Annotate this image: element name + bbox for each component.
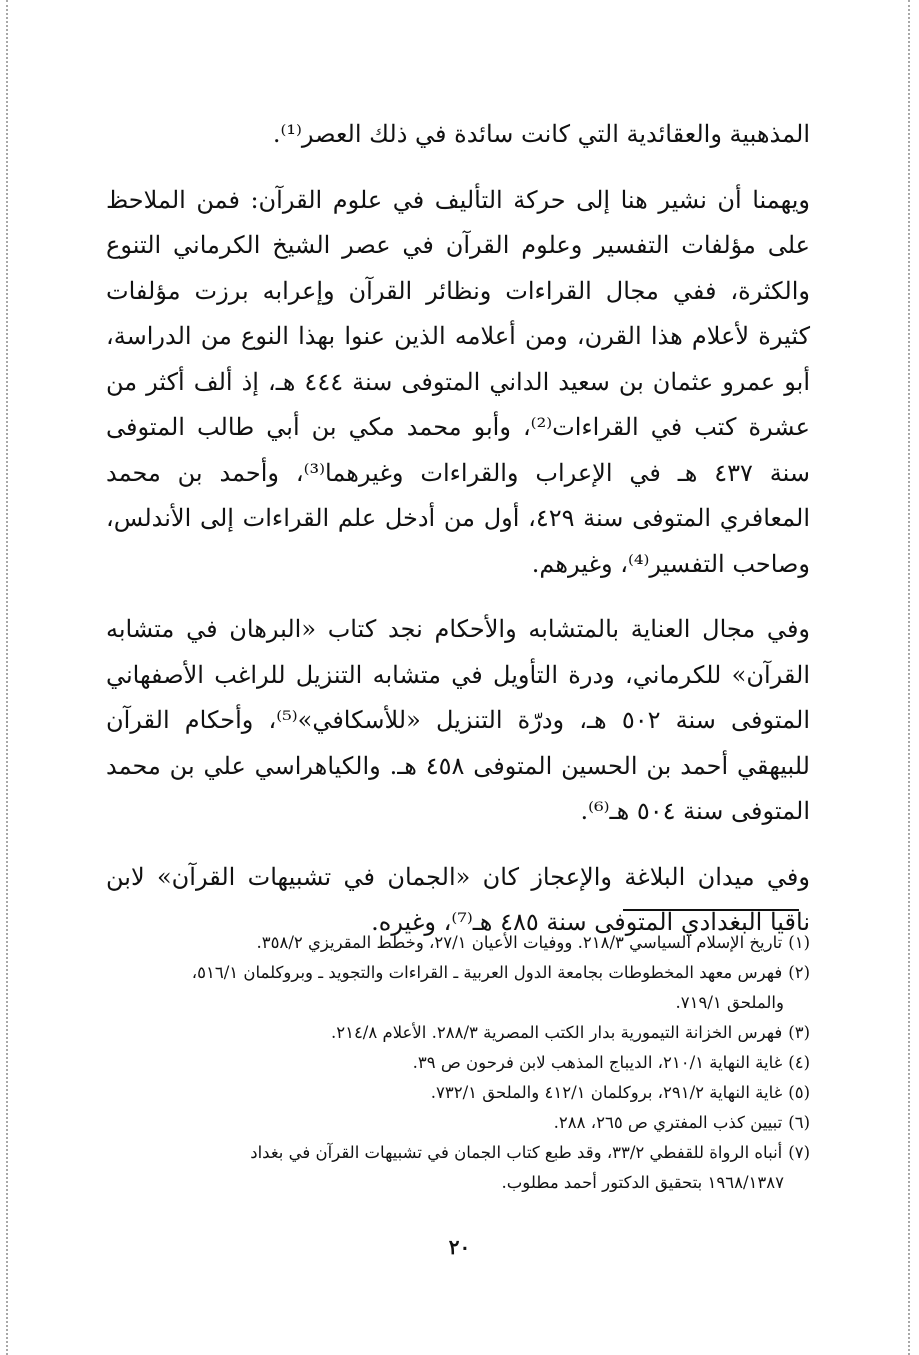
footnote-number: (٣) bbox=[788, 1023, 810, 1042]
page-number: ٢٠ bbox=[448, 1235, 471, 1259]
footnote-1 bbox=[110, 928, 810, 958]
footnote-separator bbox=[623, 909, 799, 911]
footnote-text: غاية النهاية ٢١٠/١، الديباج المذهب لابن فرحون ص ٣٩. bbox=[412, 1053, 783, 1072]
paragraph-gap bbox=[106, 587, 810, 607]
footnote-7 bbox=[110, 1138, 810, 1168]
paragraph-gap bbox=[106, 158, 810, 178]
footnote-6 bbox=[110, 1108, 810, 1138]
paragraph-3: وفي مجال العناية بالمتشابه والأحكام نجد كتاب «البرهان في متشابه القرآن» للكرماني، ودرة التأويل في متشابه التنزيل للراغب الأصفهاني المتوفى سنة ٥٠٢ هـ، ودرّة التنزيل «للأسكافي»⁽⁵⁾، وأحكام القرآن للبيهقي أحمد بن الحسين المتوفى ٤٥٨ هـ. والكياهراسي علي بن محمد المتوفى سنة ٥٠٤ هـ⁽⁶⁾. bbox=[106, 615, 811, 825]
footnote-7-continuation: ١٩٦٨/١٣٨٧ بتحقيق الدكتور أحمد مطلوب. bbox=[501, 1173, 784, 1192]
footnote-number: (٦) bbox=[788, 1113, 810, 1132]
footnote-number: (١) bbox=[788, 933, 810, 952]
footnote-number: (٧) bbox=[788, 1143, 810, 1162]
footnote-text: تبيين كذب المفتري ص ٢٦٥، ٢٨٨. bbox=[553, 1113, 783, 1132]
paragraph-gap bbox=[106, 835, 810, 855]
paragraph-4: وفي ميدان البلاغة والإعجاز كان «الجمان في تشبيهات القرآن» لابن ناقيا البغدادي المتوفى سنة ٤٨٥ هـ⁽⁷⁾، وغيره. bbox=[106, 862, 810, 936]
footnote-2-continuation: والملحق ٧١٩/١. bbox=[675, 993, 784, 1012]
footnote-text: فهرس معهد المخطوطات بجامعة الدول العربية ـ القراءات والتجويد ـ وبروكلمان ٥١٦/١، bbox=[191, 963, 783, 982]
footnote-2 bbox=[110, 958, 810, 988]
paragraph-1: المذهبية والعقائدية التي كانت سائدة في ذلك العصر⁽¹⁾. bbox=[272, 120, 810, 148]
footnote-5 bbox=[110, 1078, 810, 1108]
main-text bbox=[106, 112, 810, 946]
footnotes bbox=[110, 928, 810, 1198]
footnote-number: (٢) bbox=[788, 963, 810, 982]
paragraph-2: ويهمنا أن نشير هنا إلى حركة التأليف في علوم القرآن: فمن الملاحظ على مؤلفات التفسير وعلوم القرآن في عصر الشيخ الكرماني التنوع والكثرة، ففي مجال القراءات ونظائر القرآن وإعرابه برزت مؤلفات كثيرة لأعلام هذا القرن، ومن أعلامه الذين عنوا بهذا النوع من الدراسة، أبو عمرو عثمان بن سعيد الداني المتوفى سنة ٤٤٤ هـ، إذ ألف أكثر من عشرة كتب في القراءات⁽²⁾، وأبو محمد مكي بن أبي طالب المتوفى سنة ٤٣٧ هـ في الإعراب والقراءات وغيرهما⁽³⁾، وأحمد بن محمد المعافري المتوفى سنة ٤٢٩، أول من أدخل علم القراءات إلى الأندلس، وصاحب التفسير⁽⁴⁾، وغيرهم. bbox=[106, 185, 810, 578]
footnote-text: فهرس الخزانة التيمورية بدار الكتب المصرية ٢٨٨/٣. الأعلام ٢١٤/٨. bbox=[330, 1023, 783, 1042]
footnote-number: (٤) bbox=[788, 1053, 810, 1072]
right-margin-dotted-line bbox=[908, 0, 910, 1355]
footnote-number: (٥) bbox=[788, 1083, 810, 1102]
left-margin-dotted-line bbox=[6, 0, 8, 1355]
footnote-text: غاية النهاية ٢٩١/٢، بروكلمان ٤١٢/١ والملحق ٧٣٢/١. bbox=[430, 1083, 783, 1102]
footnote-4 bbox=[110, 1048, 810, 1078]
footnote-text: أنباه الرواة للقفطي ٣٣/٢، وقد طبع كتاب الجمان في تشبيهات القرآن في بغداد bbox=[250, 1143, 783, 1162]
footnote-text: تاريخ الإسلام السياسي ٢١٨/٣. ووفيات الأعيان ٢٧/١، وخطط المقريزي ٣٥٨/٢. bbox=[256, 933, 783, 952]
footnote-3 bbox=[110, 1018, 810, 1048]
